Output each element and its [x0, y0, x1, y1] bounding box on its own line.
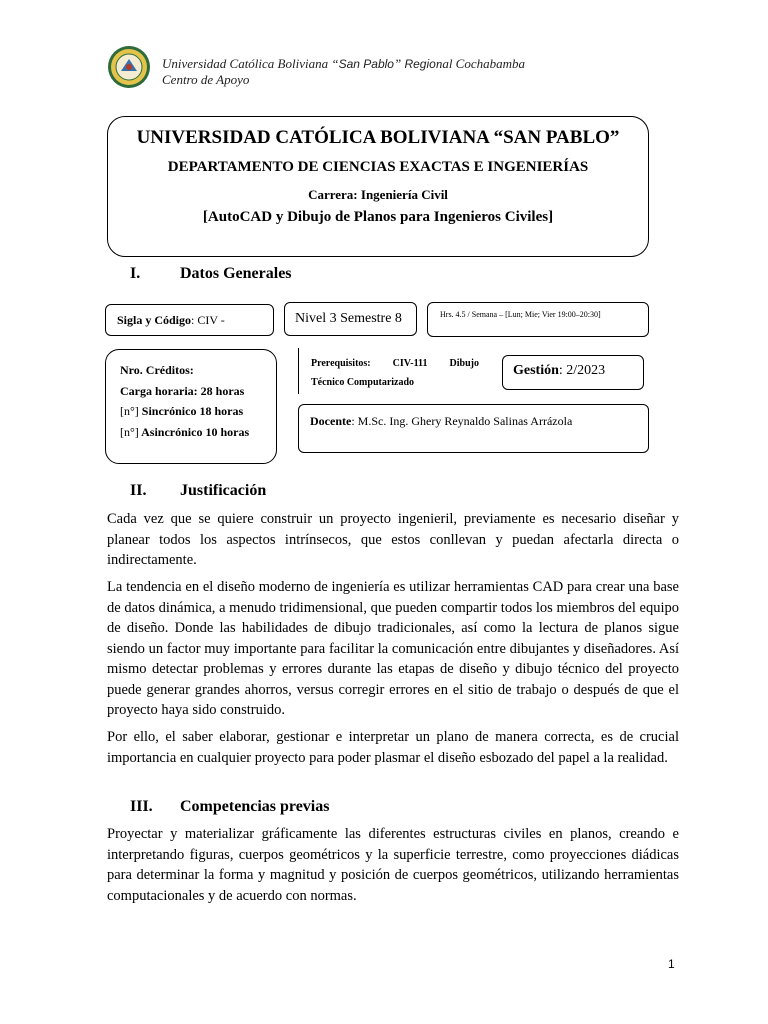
docente-box	[298, 404, 649, 453]
justification-paragraph-3: Por ello, el saber elaborar, gestionar e interpretar un plano de manera correcta, es de crucial importancia en cualquier proyecto para poder plasmar el diseño esbozado del papel a la realidad.	[107, 729, 679, 766]
document-header	[162, 56, 525, 87]
page-number: 1	[668, 957, 675, 971]
gestion-box	[502, 355, 644, 390]
level-text: Nivel 3 Semestre 8	[295, 311, 402, 326]
gestion-label: Gestión	[513, 363, 559, 378]
prereq-box-left-edge	[298, 348, 300, 394]
docente-value: : M.Sc. Ing. Ghery Reynaldo Salinas Arrázola	[351, 414, 573, 428]
justification-paragraph-2: La tendencia en el diseño moderno de ingeniería es utilizar herramientas CAD para crear una base de datos dinámica, a menudo tridimensional, que pueden compartir todos los miembros del equipo de diseño. Donde las habilidades de dibujo tradicionales, así como la lectura de planos sigue siendo un factor muy importante para facilitar la comunicación entre dibujantes y diseñadores. Así mismo detectar problemas y errores durante las etapas de diseño y dibujo técnico del proyecto puede generar grandes ahorros, versus corregir errores en el sitio de trabajo o después de que el proyecto haya sido construido.	[107, 579, 679, 718]
load-text: Carga horaria: 28 horas	[120, 383, 245, 398]
async-text: [n°] Asincrónico 10 horas	[120, 424, 250, 439]
header-institution: Universidad Católica Boliviana “San Pablo” Regional Cochabamba	[162, 56, 526, 71]
university-title: UNIVERSIDAD CATÓLICA BOLIVIANA “SAN PABLO”	[136, 127, 620, 148]
hours-box	[427, 302, 649, 337]
prerequisites: Prerequisitos: CIV-111 Dibujo Técnico Computarizado	[311, 358, 479, 388]
hours-text: Hrs. 4.5 / Semana – [Lun; Mie; Vier 19:00–20:30]	[440, 310, 601, 319]
section-2-heading	[130, 482, 266, 500]
department-title: DEPARTAMENTO DE CIENCIAS EXACTAS E INGENIERÍAS	[167, 159, 589, 175]
sigla-box	[105, 304, 274, 336]
sync-text: [n°] Sincrónico 18 horas	[120, 404, 244, 418]
section-3-title: Competencias previas	[180, 798, 330, 815]
section-1-title: Datos Generales	[180, 265, 292, 282]
section-3-heading	[130, 798, 329, 816]
section-2-title: Justificación	[180, 482, 267, 499]
sigla-value: : CIV -	[191, 313, 225, 327]
section-1-number: I.	[130, 265, 141, 282]
section-2-number: II.	[130, 482, 147, 499]
sigla-label: Sigla y Código	[117, 313, 192, 327]
docente-label: Docente	[310, 414, 352, 428]
competencies-paragraph: Proyectar y materializar gráficamente las diferentes estructuras civiles en planos, creando e interpretando figuras, cuerpos geométricos y la superficie terrestre, como proyecciones diádicas para determinar la forma y magnitud y posición de cuerpos geométricos, utilizando herramientas computacionales y de acuerdo con normas.	[107, 826, 679, 904]
credits-box	[105, 349, 277, 464]
section-3-number: III.	[130, 798, 153, 815]
university-seal-logo	[107, 45, 151, 89]
justification-paragraph-1: Cada vez que se quiere construir un proyecto ingenieril, previamente es necesario diseñar y planear todos los aspectos intrínsecos, que estos conllevan y puedan afectarla directa o indirectamente.	[107, 511, 679, 568]
course-title: [AutoCAD y Dibujo de Planos para Ingenieros Civiles]	[202, 209, 554, 225]
gestion-value: : 2/2023	[558, 363, 606, 378]
section-1-heading	[130, 265, 292, 283]
header-center: Centro de Apoyo	[162, 72, 250, 87]
career-title: Carrera: Ingeniería Civil	[308, 187, 448, 202]
level-box	[284, 302, 417, 336]
credits-label: Nro. Créditos:	[120, 363, 194, 377]
